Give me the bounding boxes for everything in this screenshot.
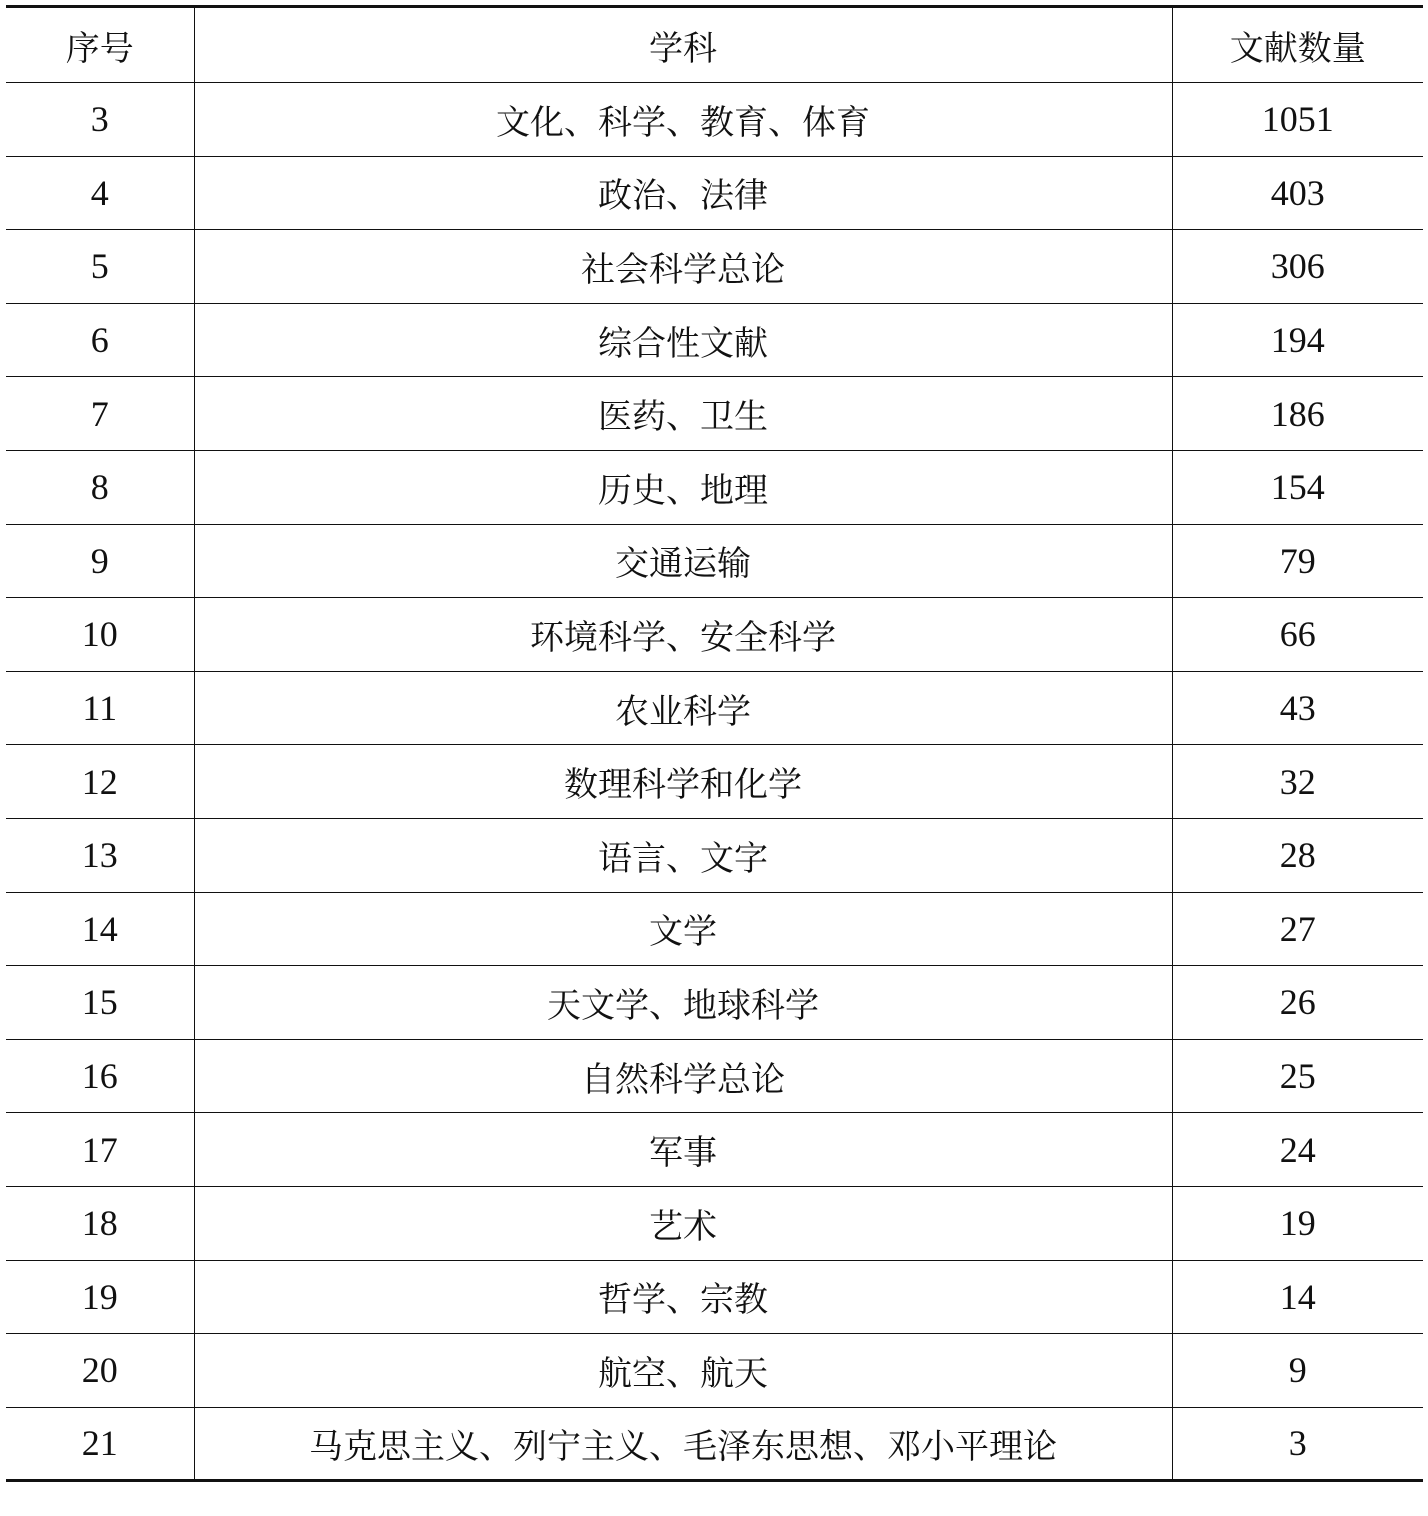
row-index: 11 (6, 671, 194, 745)
row-subject: 数理科学和化学 (194, 745, 1172, 819)
table-row (6, 598, 1423, 672)
row-count: 9 (1172, 1334, 1423, 1408)
row-index: 12 (6, 745, 194, 819)
row-index: 10 (6, 598, 194, 672)
row-count: 14 (1172, 1260, 1423, 1334)
row-index: 17 (6, 1113, 194, 1187)
table-row (6, 1186, 1423, 1260)
row-index: 13 (6, 818, 194, 892)
row-subject: 文学 (194, 892, 1172, 966)
table-body (6, 83, 1423, 1481)
row-subject: 军事 (194, 1113, 1172, 1187)
row-index: 8 (6, 450, 194, 524)
row-count: 28 (1172, 818, 1423, 892)
row-subject: 政治、法律 (194, 156, 1172, 230)
row-index: 20 (6, 1334, 194, 1408)
row-count: 79 (1172, 524, 1423, 598)
row-index: 5 (6, 230, 194, 304)
row-subject: 环境科学、安全科学 (194, 598, 1172, 672)
table-row (6, 818, 1423, 892)
row-count: 194 (1172, 303, 1423, 377)
row-subject: 交通运输 (194, 524, 1172, 598)
table-row (6, 1260, 1423, 1334)
row-index: 3 (6, 83, 194, 157)
row-subject: 社会科学总论 (194, 230, 1172, 304)
row-count: 306 (1172, 230, 1423, 304)
row-subject: 艺术 (194, 1186, 1172, 1260)
row-subject: 综合性文献 (194, 303, 1172, 377)
header-subject: 学科 (194, 7, 1172, 83)
table-row (6, 303, 1423, 377)
row-count: 1051 (1172, 83, 1423, 157)
subject-literature-table-container (6, 5, 1423, 1482)
table-row (6, 450, 1423, 524)
row-subject: 航空、航天 (194, 1334, 1172, 1408)
row-count: 43 (1172, 671, 1423, 745)
row-subject: 天文学、地球科学 (194, 966, 1172, 1040)
table-row (6, 1407, 1423, 1481)
row-index: 19 (6, 1260, 194, 1334)
row-count: 19 (1172, 1186, 1423, 1260)
row-count: 26 (1172, 966, 1423, 1040)
table-row (6, 524, 1423, 598)
row-subject: 自然科学总论 (194, 1039, 1172, 1113)
row-count: 186 (1172, 377, 1423, 451)
row-subject: 文化、科学、教育、体育 (194, 83, 1172, 157)
row-index: 7 (6, 377, 194, 451)
row-index: 18 (6, 1186, 194, 1260)
header-count: 文献数量 (1172, 7, 1423, 83)
table-row (6, 156, 1423, 230)
row-index: 14 (6, 892, 194, 966)
row-subject: 马克思主义、列宁主义、毛泽东思想、邓小平理论 (194, 1407, 1172, 1481)
row-count: 24 (1172, 1113, 1423, 1187)
row-count: 3 (1172, 1407, 1423, 1481)
row-index: 9 (6, 524, 194, 598)
row-count: 25 (1172, 1039, 1423, 1113)
table-row (6, 230, 1423, 304)
table-row (6, 671, 1423, 745)
table-row (6, 892, 1423, 966)
subject-literature-table (6, 5, 1423, 1482)
table-row (6, 377, 1423, 451)
row-subject: 语言、文字 (194, 818, 1172, 892)
row-index: 15 (6, 966, 194, 1040)
row-subject: 农业科学 (194, 671, 1172, 745)
row-count: 32 (1172, 745, 1423, 819)
row-subject: 哲学、宗教 (194, 1260, 1172, 1334)
row-subject: 医药、卫生 (194, 377, 1172, 451)
table-row (6, 1113, 1423, 1187)
row-index: 4 (6, 156, 194, 230)
table-row (6, 1334, 1423, 1408)
row-subject: 历史、地理 (194, 450, 1172, 524)
row-count: 27 (1172, 892, 1423, 966)
row-index: 21 (6, 1407, 194, 1481)
table-row (6, 83, 1423, 157)
table-row (6, 1039, 1423, 1113)
table-row (6, 745, 1423, 819)
table-header (6, 7, 1423, 83)
row-count: 66 (1172, 598, 1423, 672)
row-count: 403 (1172, 156, 1423, 230)
row-index: 6 (6, 303, 194, 377)
header-index: 序号 (6, 7, 194, 83)
table-row (6, 966, 1423, 1040)
header-row (6, 7, 1423, 83)
row-index: 16 (6, 1039, 194, 1113)
row-count: 154 (1172, 450, 1423, 524)
